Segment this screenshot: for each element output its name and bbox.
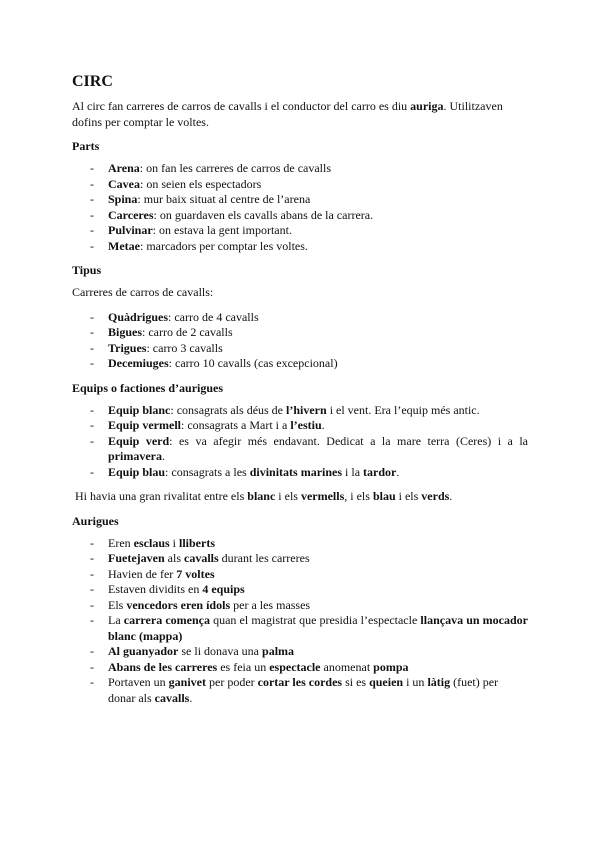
- bold-text: Equip blau: [108, 464, 166, 479]
- bold-text: 7 voltes: [176, 566, 215, 581]
- definition: : mur baix situat al centre de l’arena: [137, 192, 311, 206]
- term: Bigues: [108, 325, 143, 339]
- tipus-heading: Tipus: [72, 263, 102, 277]
- text: Eren: [108, 535, 134, 550]
- dash-bullet: -: [90, 535, 94, 550]
- definition: : on guardaven els cavalls abans de la carrera.: [153, 207, 374, 222]
- text: es feia un: [217, 659, 270, 674]
- bold-text: l’hivern: [286, 402, 327, 417]
- dash-bullet: -: [90, 582, 94, 596]
- dash-bullet: -: [90, 192, 94, 206]
- dash-bullet: -: [90, 356, 94, 370]
- text: se li donava una: [178, 644, 263, 658]
- bold-text: verds: [421, 489, 450, 503]
- definition: : on seien els espectadors: [140, 176, 262, 191]
- dash-bullet: -: [90, 309, 94, 324]
- term: Cavea: [108, 176, 140, 191]
- bold-text: Equip blanc: [108, 402, 171, 417]
- bold-text: 4 equips: [202, 582, 245, 596]
- list-item: [72, 660, 528, 676]
- list-item-equip-vermell: [72, 418, 528, 434]
- rivalitat-paragraph: [72, 489, 528, 505]
- definition: : on estava la gent important.: [152, 223, 292, 237]
- text: , i els: [344, 489, 373, 503]
- intro-paragraph: [72, 99, 528, 130]
- list-item: [72, 341, 528, 357]
- bold-text: esclaus: [133, 535, 170, 550]
- dash-bullet: -: [90, 402, 94, 417]
- term: Metae: [108, 238, 140, 253]
- aurigues-list: [72, 536, 528, 707]
- bold-text: carrera comença: [123, 613, 210, 627]
- list-item: [72, 177, 528, 193]
- text: i els: [275, 489, 301, 503]
- list-item: [72, 536, 528, 552]
- intro-bold-auriga: auriga: [410, 99, 444, 113]
- equips-list: [72, 403, 528, 481]
- dash-bullet: -: [90, 566, 94, 581]
- dash-bullet: -: [90, 207, 94, 222]
- term: Pulvinar: [108, 223, 153, 237]
- list-item: [72, 239, 528, 255]
- text: i un: [403, 675, 428, 689]
- equips-heading: Equips o factiones d’aurigues: [72, 380, 224, 395]
- text: anomenat: [320, 659, 374, 674]
- text: .: [321, 418, 325, 432]
- list-item: [72, 192, 528, 208]
- bold-text: queien: [369, 675, 404, 689]
- dash-bullet: -: [90, 659, 94, 674]
- text: Havien de fer: [108, 566, 177, 581]
- tipus-intro: Carreres de carros de cavalls:: [72, 285, 214, 299]
- term: Trigues: [108, 340, 147, 355]
- bold-text: lliberts: [179, 535, 215, 550]
- dash-bullet: -: [90, 238, 94, 253]
- document-content: [72, 72, 528, 715]
- text: : consagrats a les: [165, 464, 250, 479]
- bold-text: blanc: [247, 489, 276, 503]
- dash-bullet: -: [90, 418, 94, 432]
- bold-text: Al guanyador: [108, 644, 179, 658]
- text: als: [164, 551, 184, 565]
- bold-text: pompa: [373, 659, 409, 674]
- dash-bullet: -: [90, 325, 94, 339]
- bold-text: blau: [372, 489, 396, 503]
- list-item: [72, 208, 528, 224]
- text: durant les carreres: [218, 551, 310, 565]
- list-item: [72, 356, 528, 372]
- term: Spina: [108, 192, 138, 206]
- dash-bullet: -: [90, 340, 94, 355]
- dash-bullet: -: [90, 176, 94, 191]
- text: La: [108, 613, 124, 627]
- text: i els: [395, 489, 422, 503]
- dash-bullet: -: [90, 551, 94, 565]
- bold-text: l’estiu: [290, 418, 322, 432]
- text: .: [449, 489, 453, 503]
- list-item: [72, 598, 528, 614]
- text: : es va afegir més endavant. Dedicat a la mare terra (Ceres) i a la: [169, 433, 529, 448]
- bold-text: cavalls: [184, 551, 219, 565]
- text: (fuet) per donar als: [108, 675, 499, 705]
- intro-text-end: . Utilitzaven dofins per comptar le voltes.: [72, 99, 503, 129]
- parts-heading: Parts: [72, 139, 100, 153]
- definition: : carro de 4 cavalls: [168, 309, 259, 324]
- bold-text: tardor: [363, 464, 397, 479]
- list-item: [72, 675, 528, 706]
- aurigues-heading: Aurigues: [72, 513, 119, 528]
- list-item: [72, 582, 528, 598]
- definition: : carro 3 cavalls: [146, 340, 223, 355]
- dash-bullet: -: [90, 675, 94, 689]
- text: per a les masses: [230, 597, 311, 612]
- text: si es: [342, 675, 370, 689]
- bold-text: cortar les cordes: [257, 675, 343, 689]
- term: Arena: [108, 161, 140, 175]
- page-title: CIRC: [72, 73, 113, 90]
- bold-text: ganivet: [168, 675, 206, 689]
- dash-bullet: -: [90, 223, 94, 237]
- text: Els: [108, 597, 127, 612]
- bold-text: Abans de les carreres: [108, 659, 218, 674]
- bold-text: Fuetejaven: [108, 551, 165, 565]
- text: Estaven dividits en: [108, 582, 203, 596]
- bold-text: palma: [262, 644, 295, 658]
- dash-bullet: -: [90, 433, 94, 448]
- list-item: [72, 223, 528, 239]
- intro-text: Al circ fan carreres de carros de cavalls i el conductor del carro es diu: [72, 99, 411, 113]
- tipus-list: [72, 310, 528, 372]
- dash-bullet: -: [90, 161, 94, 175]
- list-item-equip-blanc: [72, 403, 528, 419]
- list-item-equip-verd: [72, 434, 528, 465]
- text: Portaven un: [108, 675, 169, 689]
- bold-text: Equip verd: [108, 433, 170, 448]
- text: : consagrats a Mart i a: [181, 418, 291, 432]
- definition: : carro 10 cavalls (cas excepcional): [168, 356, 338, 370]
- list-item-equip-blau: [72, 465, 528, 481]
- bold-text: vencedors eren ídols: [126, 597, 231, 612]
- dash-bullet: -: [90, 613, 94, 627]
- text: i: [169, 535, 179, 550]
- text: per poder: [206, 675, 258, 689]
- bold-text: vermells: [300, 489, 345, 503]
- dash-bullet: -: [90, 644, 94, 658]
- bold-text: primavera: [108, 449, 162, 463]
- text: i el vent. Era l’equip més antic.: [326, 402, 480, 417]
- definition: : carro de 2 cavalls: [142, 325, 233, 339]
- list-item: [72, 161, 528, 177]
- text: quan el magistrat que presidia l’espectacle: [209, 613, 421, 627]
- text: .: [189, 690, 193, 705]
- text: Hi havia una gran rivalitat entre els: [75, 489, 248, 503]
- bold-text: divinitats marines: [249, 464, 343, 479]
- definition: : marcadors per comptar les voltes.: [139, 238, 308, 253]
- bold-text: espectacle: [269, 659, 321, 674]
- list-item: [72, 567, 528, 583]
- bold-text: làtig: [427, 675, 451, 689]
- definition: : on fan les carreres de carros de cavalls: [139, 161, 332, 175]
- list-item: [72, 613, 528, 644]
- text: i la: [342, 464, 364, 479]
- list-item: [72, 310, 528, 326]
- dash-bullet: -: [90, 464, 94, 479]
- text: : consagrats als déus de: [170, 402, 287, 417]
- bold-text: Equip vermell: [108, 418, 182, 432]
- parts-list: [72, 161, 528, 254]
- list-item: [72, 551, 528, 567]
- term: Quàdrigues: [108, 309, 169, 324]
- text: .: [161, 449, 165, 463]
- bold-text: llançava un mocador blanc (mappa): [108, 613, 529, 643]
- text: .: [396, 464, 400, 479]
- bold-text: cavalls: [154, 690, 190, 705]
- term: Decemiuges: [108, 356, 169, 370]
- list-item: [72, 325, 528, 341]
- term: Carceres: [108, 207, 154, 222]
- dash-bullet: -: [90, 597, 94, 612]
- list-item: [72, 644, 528, 660]
